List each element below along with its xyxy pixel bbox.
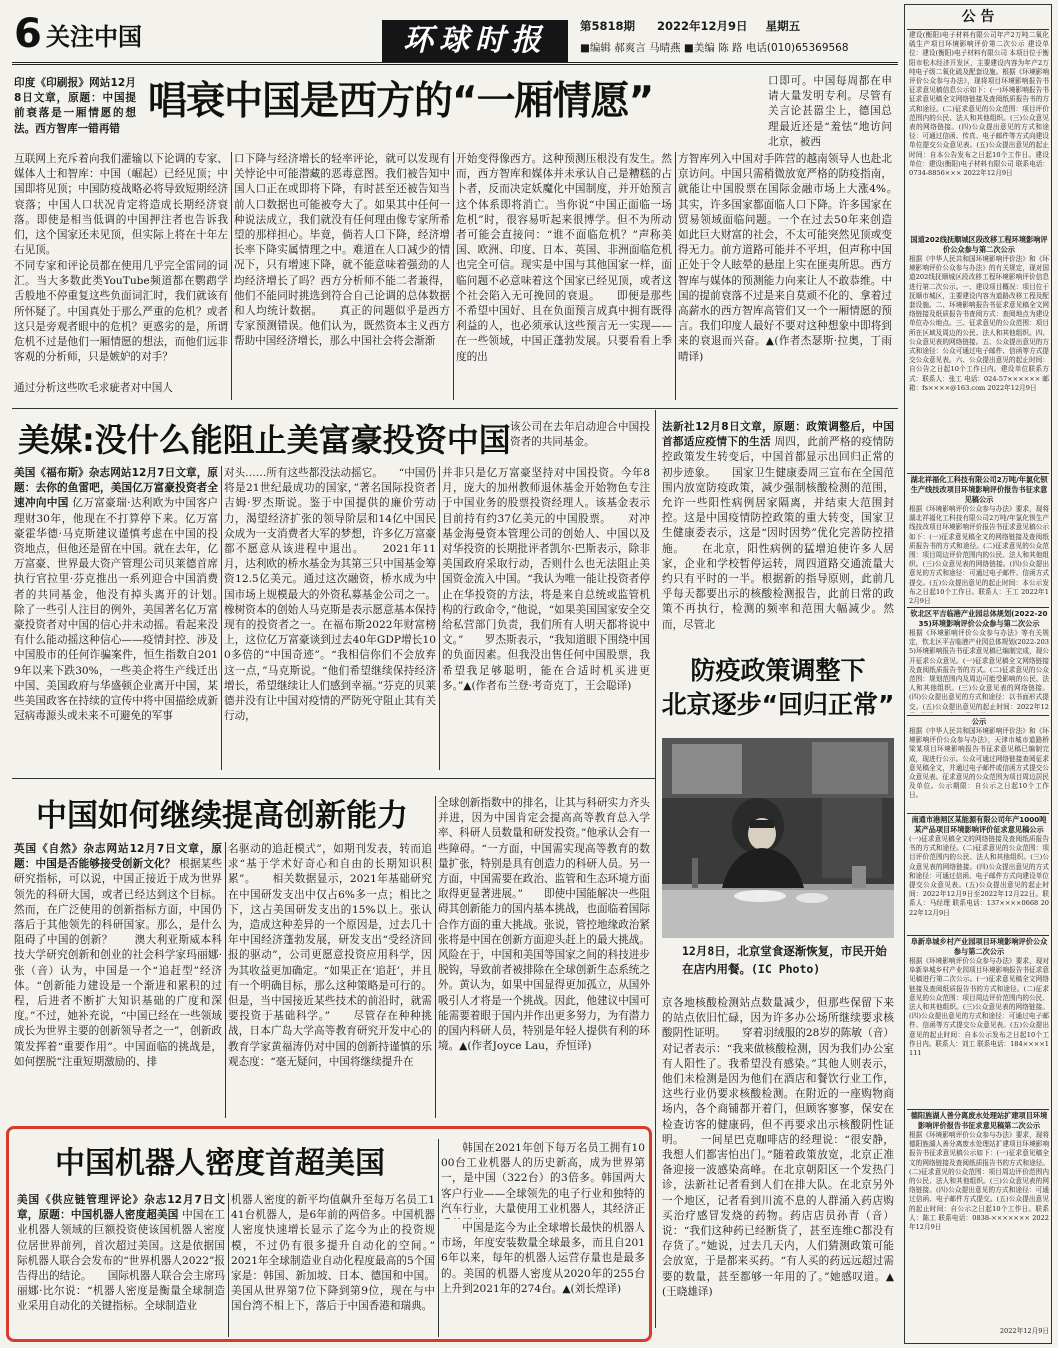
article1-col1-b: 不同专家和评论员都在使用几乎完全雷同的词汇。当大多数此类YouTube频道都在鹦鹉学舌般地不停重复这些负面词汇时，我们就该有所怀疑了。中国真处于那么严重的危机？或者这只是旁观者眼中的危机？更惑劣的是，所谓危机不过是他们一厢情愿的想法，而他们远非客观的分析师，只是嫉妒的对手？ (14, 260, 228, 364)
article3-title-line1: 防疫政策调整下 (690, 656, 866, 685)
article2-deck: 该公司在去年启动迎合中国投资者的共同基金。 (510, 421, 650, 449)
article4-col3: 全球创新指数中的排名，让其与科研实力齐头并进，因为中国肯定会提高高等教育总入学率、科研人员数量和研发投资。”他承认会有一些障碍。“一方面，中国需实现高等教育的数量扩张，特别是具有创造力的科研人员。另一方面，中国需要在政治、监管和生态环境方面取得更显著进展。” 即使中国能解决一些阻碍其创新能力的国内基本挑战，也面临着国际合作方面的重大挑战。张说，管控地缘政治紧张将是中国在创新方面迎头赶上的最大挑战。风险在于，中国和美国等国家之间的科技进步脱钩，导致前者被排除在全球创新生态系统之外。黄认为，如果中国显得更加孤立，从国外吸引人才将是一个挑战。因此，他建议中国可能需要着眼于国内并作出更多努力，为有潜力的国内科研人员，特别是年轻人提供有利的环境。▲(作者Joyce Lau，乔恒译) (438, 797, 650, 1053)
article4-title: 中国如何继续提高创新能力 (36, 798, 408, 834)
notice-7: 阜新阜城乡村产业园项目环境影响评价公众参与第二次公示 根据《环境影响评价公众参与办法》要求，现对阜新阜城乡村产业园项目环境影响报告书征求意见稿进行第二次公示。(一)征求意见稿全文网络链接及查阅纸质报告书的方式和途径。(二)征求意见的公众范围：项目周边评价范围内的公民、法人和其他组织。(三)公众意见表的网络链接。(四)公众提出意见的方式和途径：可通过电子邮件、信函等方式提交公众意见表。(五)公众提出意见的起止时间：自本公示发布之日起10个工作日内。联系人：刘工 联系电话：184××××1111 (909, 937, 1049, 1058)
article-beijing-covid (658, 410, 898, 1338)
article5-title: 中国机器人密度首超美国 (55, 1146, 385, 1181)
article1-lead: 印度《印刷报》网站12月8日文章，原题：中国提前衰落是一厢情愿的想法。西方智库一错再错 (14, 77, 136, 135)
notice-8: 德阳旌湖人善分离废水处理站扩建项目环境影响评价报告书征求意见稿第二次公示 根据《环境影响评价公众参与办法》要求，现将德阳旌湖人善分离废水处理站扩建项目环境影响报告书征求意见稿公示如下：(一)征求意见稿全文的网络链接及查阅纸质报告书的方式和途径。(二)征求意见的公众范围：项目周边评价范围内的公民、法人和其他组织。(三)公众意见表的网络链接。(四)公众提出意见的方式和途径：可通过信函、电子邮件方式提交。(五)公众提出意见的起止时间：自公示之日起10个工作日。联系人：陈工 联系电话：0838-××××××× 2022年12月9日 (909, 1111, 1049, 1232)
section-title: 关注中国 (46, 23, 142, 51)
issue-date: 2022年12月9日 (657, 19, 748, 33)
notices-column (904, 4, 1052, 1344)
notices-date: 2022年12月9日 (999, 1327, 1049, 1335)
article2-title: 美媒:没什么能阻止美富豪投资中国 (18, 421, 511, 459)
notice-6: 南通市港闸区某能源有限公司年产1000吨某产品项目环境影响评价征求意见稿公示 (一)征求意见稿全文的网络链接及查阅纸质报告书的方式和途径。(二)征求意见的公众范围：项目评价范围内的公民、法人和其他组织。(三)公众意见表的网络链接。(四)公众提出意见的方式和途径：可通过信函、电子邮件方式向建设单位提交公众意见表。(五)公众提出意见的起止时间：2022年12月9日至2022年12月22日。联系人：马经理 联系电话：137××××0668 2022年12月9日 (909, 815, 1049, 917)
notice-5: 公示 根据《中华人民共和国环境影响评价法》和《环境影响评价公众参与办法》，天津市城市道路桥梁某项目环境影响报告书征求意见稿已编制完成，现进行公示。公众可通过网络链接查阅征求意见稿全文，并通过电子邮件或信函方式提交公众意见表。征求意见的公众范围为项目周边居民及单位。公示期限：自公示之日起10个工作日。 (909, 717, 1049, 800)
article1-title: 唱衰中国是西方的“一厢情愿” (148, 79, 654, 124)
page-number: 6 (14, 11, 42, 57)
notice-2: 国道202线抚顺城区段改移工程环境影响评价公众参与第二次公示 根据《中华人民共和国环境影响评价法》和《环境影响评价公众参与办法》的有关规定，现对国道202线抚顺城区段改移工程环境影响评价信息进行第二次公示。一、建设项目概况：项目位于抚顺市城区，主要建设内容为道路改移工程及配套设施。二、环境影响报告书征求意见稿全文网络链接及纸质报告书查阅方式：查阅地点为建设单位办公地点。三、征求意见的公众范围：项目所在区域及周边的公民、法人和其他组织。四、公众意见表的网络链接。五、公众提出意见的方式和途径：公众可通过电子邮件、信函等方式提交公众意见表。六、公众提出意见的起止时间：自公告之日起10个工作日内。建设单位联系方式：联系人：张工 电话：024-57×××××× 邮箱：fs××××@163.com 2022年12月9日 (909, 235, 1049, 392)
article-china-innovation (0, 780, 656, 1124)
article1-col1-a: 互联网上充斥着向我们灌输以下论调的专家、媒体人士和智库：中国（崛起）已经见顶；中国即将见顶；中国防疫战略必将导致短期经济衰落；中国人口状况肯定将造成长期经济衰落。即使是相当低调的中国押注者也告诉我们，这个国家还未见顶，但实际上将在十年左右见顶。 (14, 153, 228, 257)
editor-line: ■编辑 郝爽言 马晴燕 ■美编 陈 路 电话(010)65369568 (580, 42, 849, 54)
issue-weekday: 星期五 (765, 19, 801, 33)
masthead-text: 环球时报 (403, 23, 547, 58)
article2-col3: 并非只是亿万富豪坚持对中国投资。今年8月，庞大的加州教师退休基金开始物色专注于中国业务的股票投资经理人。该基金表示目前持有约37亿美元的中国股票。 对冲基金海曼资本管理公司的创始人、中国以及对华投资的长期批评者凯尔·巴斯表示，除非美国政府采取行动，否则什么也无法阻止美国资金流入中国。“我认为唯一能让投资者停止在华投资的方法，将是来自总统或监管机构的行政命令，”他说，“如果美国国家安全交给私营部门负责，我们所有人明天都将说中文。” 罗杰斯表示，“我知道眼下围绕中国的负面因素。但我没出售任何中国股票，我希望我足够聪明，能在合适时机买进更多。”▲(作者布兰登·考奇克丁，王会聪译) (442, 467, 650, 692)
article4-col2: 名驱动的追赶模式”，如期刊发表，转而追求“基于学术好奇心和自由的长期知识积累”。 相关数据显示，2021年基础研究在中国研发支出中仅占6%多一点；相比之下，这占美国研发支出的15%以上。张认为，造成这种差异的一个原因是，过去几十年中国经济蓬勃发展，研发支出“受经济回报的驱动”，公司更愿意投资应用科学，因为其收益更加确定。“如果正在‘追赶’，并且有一个明确目标，那么这种策略是可行的。但是，当中国接近某些技术的前沿时，就需要投资于基础科学。” 尽管存在种种挑战，日本广岛大学高等教育研究开发中心的教育学家黄福涛仍对中国的创新持谨慎的乐观态度：“毫无疑问，中国将继续提升在 (228, 843, 432, 1068)
article-west-pessimism (0, 66, 898, 404)
masthead-logo (382, 20, 568, 62)
article1-col3: 开始变得像西方。这种预测压根没有发生。然而，西方智库和媒体并未承认自己是糟糕的占卜者，反而决定妖魔化中国制度，并开始预言这个体系即将消亡。当你说“中国正面临一场危机”时，很容易听起来很博学。但不为所动者可能会直接问：“谁不面临危机？”声称美国、欧洲、印度、日本、英国、非洲面临危机也完全可信。现实是中国与其他国家一样，面临问题不必意味着这个国家已经见顶，或者这个社会陷入无可挽回的衰退。 即便是那些不希望中国好、且在负面预言成真中拥有既得利益的人，也必须承认这些预言无一实现——在一些领域，中国正蓬勃发展。只要看看上季度的出 (456, 153, 672, 363)
issue-line (580, 18, 800, 34)
photo-diner-illustration (662, 738, 894, 938)
article4-col1: 英国《自然》杂志网站12月7日文章，原题：中国是否能够接受创新文化？ 根据某些研究指标，可以说，中国正接近于成为世界领先的科研大国，或者已经达到这个目标。然而，在广泛使用的创新指标方面，中国仍落后于其他领先的科研国家。那么，是什么阻碍了中国的创新？ 澳大利亚斯威本科技大学研究创新和创业的社会科学家玛丽娜·张（音）认为，中国是一个“追赶型”经济体。“创新能力建设是一个渐进和累积的过程，后进者不断扩大知识基础的广度和深度。”不过，她补充说，“中国已经在一些领域成长为世界主要的创新领导者之一”，创新政策发挥着“重要作用”。中国面临的挑战是，如何摆脱“注重短期激励的、排 (14, 843, 222, 1068)
article3-title-line2: 北京逐步“回归正常” (661, 690, 895, 719)
article1-col1-c: 通过分析这些吹毛求疵者对中国人 (14, 382, 173, 394)
article2-col1: 美国《福布斯》杂志网站12月7日文章，原题：去你的鱼雷吧，美国亿万富豪投资者全速冲向中国 亿万富豪瑞·达利欧为中国客户理财30年，他现在不打算停下来。亿万富豪霍华德·马克斯建议谨慎考虑在中国的投资地点，但他还是留在中国。就在去年，亿万富豪、世界最大资产管理公司贝莱德首席执行官拉里·芬克推出一系列迎合中国消费者的共同基金，他没有掉头离开的计划。 除了一些引人注目的例外，美国著名亿万富豪投资者对中国的信心并未动摇。看起来没有什么能动摇这种信心——疫情封控、涉及中国股市的任何诈骗案件，恒生指数自2019年以来下跌30%，一些美企将生产线迁出中国、美国政府与华盛顿企业离开中国，某些美国政客在持续的宣传中将中国描绘成新冠病毒源头或未来不可避免的军事 (14, 467, 218, 723)
article-robot-density (6, 1126, 652, 1342)
article-us-billionaires (0, 410, 656, 776)
article5-col2: 机器人密度的新平均值飙升至每万名员工141台机器人，是6年前的两倍多。中国机器人密度快速增长显示了迄今为止的投资规模，不过仍有很多提升自动化的空间。” 2021年全球制造业自动化程度最高的5个国家是：韩国、新加坡、日本、德国和中国。美国从世界第7位下降到第9位，现在与中国台湾不相上下，落后于中国香港和瑞典。 (231, 1194, 435, 1313)
restaurant-photo (662, 738, 894, 938)
notice-1: 建设(衡阳)电子材料有限公司年产2万吨二氧化硫生产项目环境影响评价第二次公示 建设单位：建设(衡阳)电子材料有限公司 本项目位于衡阳市松木经济开发区，主要建设内容为年产2万吨电子级二氧化硫及配套设施。根据《环境影响评价公众参与办法》，现将项目环境影响报告书征求意见稿信息公示如下：(一)环境影响报告书征求意见稿全文网络链接及查阅纸质报告书的方式和途径。(二)征求意见的公众范围：项目评价范围内的公民、法人和其他组织。(三)公众意见表的网络链接。(四)公众提出意见的方式和途径：可通过信函、传真、电子邮件等方式向建设单位提交公众意见表。(五)公众提出意见的起止时间：自本公告发布之日起10个工作日。建设单位：建设(衡阳)电子材料有限公司 联系电话：0734-8856××× 2022年12月9日 (909, 31, 1049, 178)
photo-caption: 12月8日，北京堂食逐渐恢复，市民开始在店内用餐。(IC Photo) (682, 944, 887, 976)
issue-number: 第5818期 (580, 19, 636, 33)
notice-3: 湖北祥福化工科技有限公司2万吨/年氯化钡生产线技改项目环境影响评价报告书征求意见稿公示 根据《环境影响评价公众参与办法》要求，现将湖北祥福化工科技有限公司2万吨/年氯化钡生产线技改项目环境影响评价报告书征求意见稿公示如下：(一)征求意见稿全文的网络链接及查阅纸质报告书的方式和途径。(二)征求意见的公众范围：项目周边评价范围内的公民、法人和其他组织。(三)公众意见表的网络链接。(四)公众提出意见的方式和途径：可通过电子邮件、信函方式提交。(五)公众提出意见的起止时间：本公示发布之日起10个工作日。联系人：王工 2022年12月9日 (909, 475, 1049, 605)
notice-4: 钦北区平吉临港产业园总体规划(2022-2035)环境影响评价公众参与第二次公示 根据《环境影响评价公众参与办法》等有关规定，钦北区平吉临港产业园总体规划(2022-2035)环境影响报告书征求意见稿已编制完成，现公开征求公众意见。(一)征求意见稿全文网络链接及查阅纸质报告书的方式。(二)征求意见的公众范围：规划范围内及周边可能受影响的公民、法人和其他组织。(三)公众意见表的网络链接。(四)公众提出意见的方式和途径：以书面形式提交。(五)公众提出意见的起止时间：2022年12 (909, 609, 1049, 711)
article1-col4-a: 口即可。中国每周都在申请大量发明专利。尽管有关言论甚嚣尘上，德国总理最近还是“羞怯”地访问北京，被西 (768, 75, 892, 148)
article5-col3-b: 中国是迄今为止全球增长最快的机器人市场，年度安装数量全球最多，而且自2016年以来，每年的机器人运营存量也是最多的。美国的机器人密度从2020年的255台上升到2021年的274台。▲(刘长煌译) (441, 1222, 645, 1295)
notices-heading: 公 告 (961, 9, 995, 25)
article5-col3-a: 韩国在2021年创下每万名员工拥有1000台工业机器人的历史新高，成为世界第一，是中国（322台）的3倍多。韩国两大客户行业——全球领先的电子行业和独特的汽车行业，大量使用工业机器人，其经济正 (441, 1142, 645, 1215)
article2-col2: 对头……所有这些都没法动摇它。 “中国仍将是21世纪最成功的国家，”著名国际投资者吉姆·罗杰斯说。鉴于中国提供的廉价劳动力，渴望经济扩张的领导阶层和14亿中国民众成为一支消费者大军的梦想，许多亿万富豪都不愿意从该进程中退出。 2021年11月，达利欧的桥水基金为其第三只中国基金筹资12.5亿美元。通过这次融资，桥水成为中国市场上规模最大的外资私募基金公司之一。橡树资本的创始人马克斯是表示愿意基本保持现有的投资者之一。在福布斯2022年财富榜上，这位亿万富豪谈到过去40年GDP增长100多倍的“中国奇迹”。“我相信你们不会放弃这一点，”马克斯说。“他们希望继续保持经济增长，希望继续让人们感到幸福。”芬克的贝莱德并没有让中国对疫情的严防死守阻止其有关行动， (224, 467, 436, 723)
page-header (0, 0, 898, 62)
article1-col2: 口下降与经济增长的轻率评论，就可以发现有关悖论中可能潜藏的恶毒意图。我们被告知中国人口正在或即将下降，有时甚至还被告知当前人口数据也可能被夸大了。如果其中任何一种说法成立，我们就没有任何理由像专家所希望的那样担心。毕竟，倘若人口下降，经济增长率下降实属情理之中。难道在人口减少的情况下，只有增速下降，就不能意味着强劲的人均经济增长了吗？西方分析师不能二者兼得，他们不能同时挑选到符合自己论调的总体数据和人均统计数据。 真正的问题似乎是西方专家预测错误。他们认为，既然资本主义西方帮助中国经济增长，那么中国社会将会渐渐 (234, 153, 450, 348)
article5-col1: 美国《供应链管理评论》杂志12月7日文章，原题：中国机器人密度超美国 中国在工业机器人领域的巨额投资使该国机器人密度位居世界前列，首次超过美国。这是依据国际机器人联合会发布的“世界机器人2022”报告得出的结论。 国际机器人联合会主席玛丽娜·比尔说：“机器人密度是衡量全球制造业采用自动化的关键指标。全球制造业 (17, 1194, 225, 1313)
article1-col4-b: 方智库列入中国对手阵营的越南领导人也赴北京访问。中国只需稍微放宽严格的防疫指南，就能让中国股票在国际金融市场上大涨4%。 其实，许多国家都面临人口下降。许多国家在贸易领域面临问题。一个在过去50年来创造如此巨大财富的社会，不太可能突然见顶或变得无力。前方道路可能并不平坦，但声称中国正处于令人眩晕的悬崖上实在匪夷所思。西方智库与媒体的预测能力向来让人不敢恭维。中国的提前衰落不过是来自莫顽不化的、拿着过高薪水的西方智库高管们又一个一厢情愿的预言。我们印度人最好不要对这种想象中即将到来的衰退而兴奋。▲(作者杰瑟斯·拉奥，丁雨晴译) (678, 153, 892, 363)
article3-body2: 京各地核酸检测站点数量减少，但那些保留下来的站点依旧忙碌，因为许多办公场所继续要求核酸阴性证明。 穿着羽绒服的28岁的陈敏（音）对记者表示：“我来做核酸检测，因为我们办公室有人阳性了。我希望没有感染。”其他人则表示，他们未检测是因为他们在酒店和餐饮行业工作，这些行业仍要求核酸检测。在附近的一座购物商场内，各个商铺都开着门，但顾客寥寥，保安在检查访客的健康码，但不再要求出示核酸阴性证明。 一间星巴克咖啡店的经理说：“很安静，我想人们都害怕出门。”随着政策放宽，北京正准备迎接一波感染高峰。在北京朝阳区一个发热门诊，法新社记者看到人们在排大队。在北京另外一个地区，记者看到川流不息的人群涌入药店购买治疗感冒发烧的药物。药店店员孙青（音）说：“我们这种药已经断货了，甚至连维C都没有存货了。”她说，过去几天内，人们猜测政策可能会放宽，于是都来买药。“有人买的药远远超过需要的数量，甚至都够一年用的了。”她感叹道。▲(王晓雄译) (662, 997, 894, 1298)
article3-body: 法新社12月8日文章，原题：政策调整后，中国首都适应疫情下的生活 周四，此前严格的疫情防控政策发生转变后，中国首都显示出回归正常的初步迹象。 国家卫生健康委周三宣布在全国范围内放宽防疫政策，减少强制核酸检测的范围，允许一些阳性病例居家隔离，并结束大范围封控。这是中国疫情防控政策的重大转变，国家卫生健康委表示，这是“因时因势”优化完善防控措施。 在北京，阳性病例的猛增迫使许多人居家，企业和学校暂停运转，周四道路交通流量大约只有平时的一半。根据新的指导原则，此前几乎每天都要出示的核酸检测报告，此前日常的政策不再执行，检测的频率和范围大幅减少。然而，尽管北 (662, 421, 894, 631)
